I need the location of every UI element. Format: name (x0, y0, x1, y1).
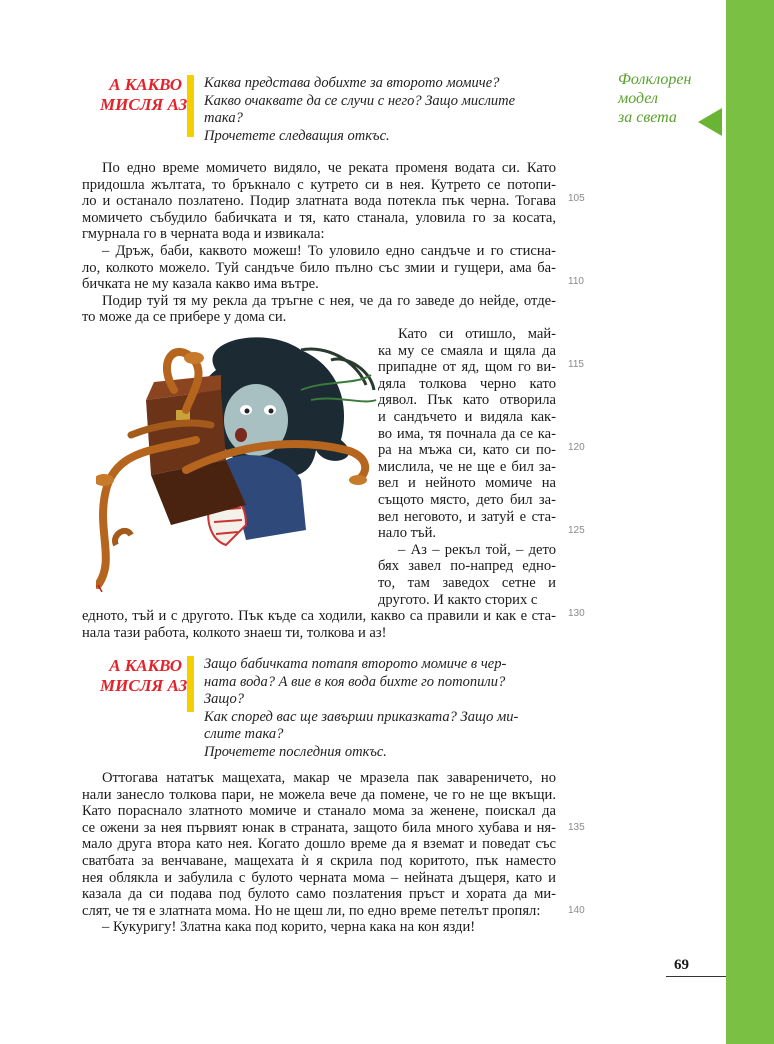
text-line: нала тази работа, колкото знаеш ти, толкова и аз! (82, 624, 387, 641)
question-line: Прочетете последния откъс. (204, 743, 387, 760)
text-line: Като си отишло, май- (398, 326, 556, 342)
question-line: Защо? (204, 691, 245, 707)
think-questions (204, 656, 554, 761)
text-line: същото място, дето бил за- (378, 491, 556, 508)
text-line: во има, тя почнала да се ка- (378, 425, 556, 442)
question-line: ната вода? А вие в коя вода бихте го потопили? (204, 673, 506, 690)
page-number: 69 (674, 957, 689, 973)
think-label-line: МИСЛЯ АЗ (100, 676, 188, 695)
line-number: 120 (568, 442, 585, 453)
section-arrow-icon (698, 108, 722, 136)
text-line: слят, че тя е златната мома. Но не щеш ли, по едно време петелът пропял: (82, 902, 541, 919)
text-line: ка му се смаяла и щяла да (378, 342, 556, 359)
text-line: казала да си подава под булото само позлатения пръст и хората да ми- (82, 886, 556, 903)
text-line: Като порасналo златното момиче и станало мома за женене, поискал да (82, 803, 556, 820)
text-line: бичката не му казала какво има вътре. (82, 276, 319, 293)
think-label (100, 656, 188, 696)
text-line: мало друга втора като нея. Когато дошло време да я вземат и поведат със (82, 836, 556, 853)
think-box-1 (100, 75, 560, 147)
line-number: 125 (568, 525, 585, 536)
line-number: 105 (568, 193, 585, 204)
text-line: дявол. Пък като отворила (378, 392, 556, 409)
text-line: дяла толкова черно като (378, 375, 556, 392)
section-title-line: модел (618, 90, 658, 107)
line-number: 110 (568, 276, 584, 287)
girl-with-snake-box-illustration (96, 330, 378, 592)
question-line: Прочетете следващия откъс. (204, 127, 390, 144)
question-line: Защо бабичката потапя второто момиче в чер- (204, 656, 507, 672)
text-line: – Дръж, баби, каквото можеш! То уловило едно сандъче и го стисна- (102, 242, 556, 259)
story-text-1 (82, 160, 556, 326)
text-line: то, там заведох сетне и (378, 574, 556, 591)
text-line: По едно време момичето видяло, че реката променя водата си. Като (102, 160, 556, 176)
text-line: момичето събудило бабичката и тя, като станала, уловила го за косата, (82, 209, 556, 226)
line-number: 140 (568, 905, 585, 916)
think-label (100, 75, 188, 115)
question-line: Как според вас ще завърши приказката? Защо ми- (204, 708, 519, 725)
think-questions (204, 75, 554, 145)
text-line: се ожени за нея първият юнак в страната, защото била много хубава и ня- (82, 819, 556, 836)
story-text-4 (82, 770, 556, 936)
text-line: мислила, че не ще е бил за- (378, 458, 556, 475)
text-line: то може да се прибере у дома си. (82, 309, 287, 326)
text-line: нея облякла и забулила с булото черната мома – нейната дъщеря, като и (82, 869, 556, 886)
text-line: Оттогава нататък мащехата, макар че мразела пак завареничето, но (102, 770, 556, 786)
text-line: ло и останало позлатено. Подир златната вода потекла пък черна. Тогава (82, 193, 556, 210)
yellow-marker-bar (187, 75, 194, 137)
text-line: ло, колкото можело. Туй сандъче било пълно със змии и гущери, ама ба- (82, 259, 556, 276)
story-text-3 (82, 608, 556, 641)
section-title (618, 70, 708, 127)
text-line: припадне от яд, щом го ви- (378, 359, 556, 376)
text-line: гмурнала го в черната вода и извикала: (82, 226, 325, 243)
page-number-rule (666, 976, 726, 977)
think-label-line: А КАКВО (109, 75, 182, 94)
story-text-2 (378, 326, 556, 608)
text-line: ра на мъжа си, като си по- (378, 442, 556, 459)
text-line: другото. И както сторих с (378, 591, 538, 608)
text-line: едното, тъй и с другото. Пък къде са ходили, какво са правили и как е ста- (82, 608, 556, 624)
think-label-line: А КАКВО (109, 656, 182, 675)
question-line: така? (204, 110, 243, 126)
text-line: придошла жълтата, то бръкнало с кутрето си в нея. Кутрето се потопи- (82, 176, 556, 193)
text-line: вел неговото, и затуй е ста- (378, 508, 556, 525)
question-line: слите така? (204, 726, 284, 742)
text-line: бях завел по-напред едно- (378, 558, 556, 575)
section-title-line: за света (618, 109, 677, 126)
section-title-line: Фолклорен (618, 71, 692, 88)
text-line: и сандъчето и видяла как- (378, 408, 556, 425)
think-label-line: МИСЛЯ АЗ (100, 95, 188, 114)
think-box-2 (100, 656, 560, 760)
text-line: вел и нейното момиче на (378, 475, 556, 492)
line-number: 135 (568, 822, 585, 833)
text-line: – Кукуригу! Златна кака под корито, черна кака на кон язди! (102, 919, 476, 936)
text-line: – Аз – рекъл той, – дето (398, 541, 556, 558)
line-number: 115 (568, 359, 584, 370)
question-line: Каква представа добихте за второто момиче? (204, 75, 500, 91)
question-line: Какво очаквате да се случи с него? Защо мислите (204, 92, 516, 109)
line-number: 130 (568, 608, 585, 619)
text-line: нало тъй. (378, 525, 437, 542)
text-line: нали занесло толкова пари, не можела вече да помене, че го не щe вкъщи. (82, 786, 556, 803)
green-margin-bar (726, 0, 774, 1044)
text-line: сватбата за венчаване, мащехата ѝ я скрила под коритото, пък наместо (82, 852, 556, 869)
text-line: Подир туй тя му рекла да тръгне с нея, че да го заведе до нейде, отде- (102, 292, 556, 309)
yellow-marker-bar (187, 656, 194, 712)
